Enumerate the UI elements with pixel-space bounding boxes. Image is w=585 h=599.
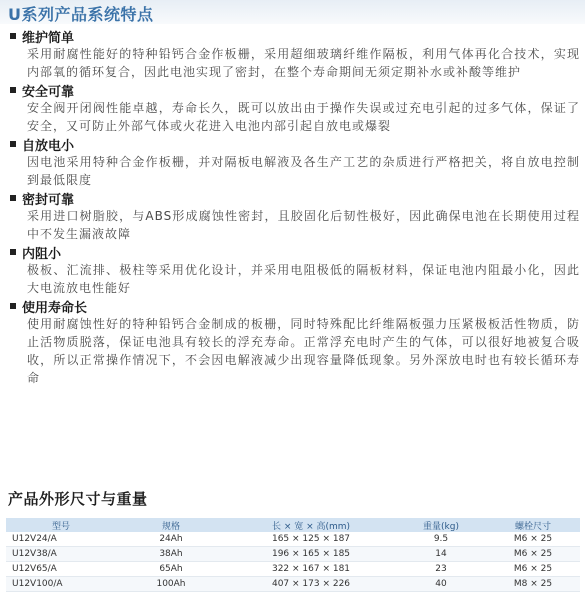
cell-capacity: 65Ah — [116, 562, 226, 577]
feature-heading: 安全可靠 — [22, 84, 75, 100]
table-row — [6, 577, 580, 592]
feature-body: 因电池采用特种合金作板栅，并对隔板电解液及各生产工艺的杂质进行严格把关，将自放电控制到最低限度 — [27, 155, 580, 187]
cell-bolt: M6 × 25 — [486, 562, 580, 577]
cell-dimensions: 407 × 173 × 226 — [226, 577, 396, 592]
cell-model: U12V100/A — [6, 577, 116, 592]
cell-bolt: M8 × 25 — [486, 577, 580, 592]
header-capacity: 规格 — [116, 518, 226, 532]
feature-heading: 使用寿命长 — [22, 300, 88, 316]
cell-dimensions: 196 × 165 × 185 — [226, 547, 396, 562]
table-row — [6, 532, 580, 547]
cell-model: U12V65/A — [6, 562, 116, 577]
bullet-icon — [10, 141, 16, 147]
feature-heading: 维护简单 — [22, 30, 75, 46]
header-weight: 重量(kg) — [396, 518, 486, 532]
bullet-icon — [10, 195, 16, 201]
header-dimensions: 长 × 宽 × 高(mm) — [226, 518, 396, 532]
header-model: 型号 — [6, 518, 116, 532]
feature-internal-resistance — [6, 243, 580, 297]
feature-safety — [6, 81, 580, 135]
cell-capacity: 38Ah — [116, 547, 226, 562]
table-header-row — [6, 518, 580, 532]
cell-bolt: M6 × 25 — [486, 532, 580, 547]
table-row — [6, 562, 580, 577]
feature-lifespan — [6, 297, 580, 387]
feature-heading: 密封可靠 — [22, 192, 75, 208]
page-title: U系列产品系统特点 — [8, 5, 154, 24]
feature-sealing — [6, 189, 580, 243]
bullet-icon — [10, 87, 16, 93]
bullet-icon — [10, 249, 16, 255]
cell-capacity: 24Ah — [116, 532, 226, 547]
feature-body: 采用耐腐性能好的特种铅钙合金作板栅，采用超细玻璃纤维作隔板，利用气体再化合技术，实现内部氧的循环复合，因此电池实现了密封，在整个寿命期间无须定期补水或补酸等维护 — [27, 47, 580, 79]
feature-list — [6, 27, 580, 387]
bullet-icon — [10, 303, 16, 309]
cell-capacity: 100Ah — [116, 577, 226, 592]
feature-body: 安全阀开闭阀性能卓越，寿命长久，既可以放出由于操作失误或过充电引起的过多气体，保证了安全，又可防止外部气体或火花进入电池内部引起自放电或爆裂 — [27, 101, 580, 133]
cell-dimensions: 165 × 125 × 187 — [226, 532, 396, 547]
cell-dimensions: 322 × 167 × 181 — [226, 562, 396, 577]
feature-heading: 自放电小 — [22, 138, 75, 154]
cell-weight: 9.5 — [396, 532, 486, 547]
feature-body: 采用进口树脂胶，与ABS形成腐蚀性密封，且胶固化后韧性极好，因此确保电池在长期使用过程中不发生漏液故障 — [27, 209, 580, 241]
header-bolt: 螺栓尺寸 — [486, 518, 580, 532]
feature-body: 使用耐腐蚀性好的特种铅钙合金制成的板栅，同时特殊配比纤维隔板强力压紧极板活性物质，防止活物质脱落，保证电池具有较长的浮充寿命。正常浮充电时产生的气体，可以很好地被复合吸收，所以正常操作情况下，不会因电解液减少出现容量降低现象。另外深放电时也有较长循环寿命 — [27, 317, 580, 385]
feature-heading: 内阻小 — [22, 246, 62, 262]
cell-model: U12V24/A — [6, 532, 116, 547]
feature-self-discharge — [6, 135, 580, 189]
feature-maintenance — [6, 27, 580, 81]
specs-title: 产品外形尺寸与重量 — [8, 490, 148, 508]
cell-weight: 23 — [396, 562, 486, 577]
cell-model: U12V38/A — [6, 547, 116, 562]
cell-weight: 14 — [396, 547, 486, 562]
feature-body: 极板、汇流排、极柱等采用优化设计，并采用电阻极低的隔板材料，保证电池内阻最小化，因此大电流放电性能好 — [27, 263, 580, 295]
table-row — [6, 547, 580, 562]
cell-bolt: M6 × 25 — [486, 547, 580, 562]
specs-table — [6, 518, 580, 592]
bullet-icon — [10, 33, 16, 39]
cell-weight: 40 — [396, 577, 486, 592]
